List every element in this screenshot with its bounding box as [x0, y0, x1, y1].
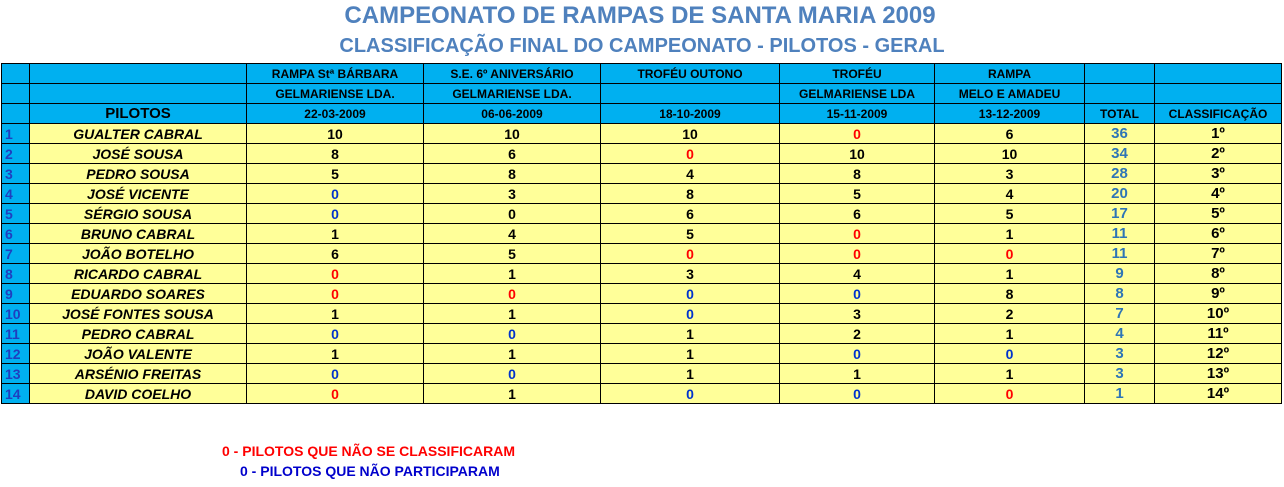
event-score: 0 [424, 284, 601, 304]
classification-position: 2º [1155, 144, 1282, 164]
event-score: 4 [780, 264, 935, 284]
rank-number: 5 [2, 204, 30, 224]
table-row [2, 284, 1282, 304]
table-row [2, 304, 1282, 324]
event-score: 8 [424, 164, 601, 184]
total-points: 4 [1085, 324, 1155, 344]
event-score: 8 [935, 284, 1085, 304]
event-score: 0 [780, 384, 935, 404]
header-blank [1155, 84, 1282, 104]
header-blank [30, 64, 247, 84]
event-score: 0 [780, 224, 935, 244]
event-score: 6 [935, 124, 1085, 144]
total-points: 28 [1085, 164, 1155, 184]
table-row [2, 164, 1282, 184]
table-row [2, 344, 1282, 364]
classification-position: 8º [1155, 264, 1282, 284]
event-score: 8 [780, 164, 935, 184]
classification-position: 1º [1155, 124, 1282, 144]
event-score: 3 [424, 184, 601, 204]
event-name-1: RAMPA Stª BÁRBARA [247, 64, 424, 84]
event-score: 0 [247, 364, 424, 384]
total-points: 3 [1085, 364, 1155, 384]
event-score: 2 [935, 304, 1085, 324]
event-date-3: 18-10-2009 [601, 104, 780, 124]
classification-position: 14º [1155, 384, 1282, 404]
event-name-4: TROFÉU [780, 64, 935, 84]
classification-header: CLASSIFICAÇÃO [1155, 104, 1282, 124]
classification-position: 9º [1155, 284, 1282, 304]
event-date-5: 13-12-2009 [935, 104, 1085, 124]
header-row-events [2, 64, 1282, 84]
table-row [2, 244, 1282, 264]
classification-position: 6º [1155, 224, 1282, 244]
total-points: 11 [1085, 224, 1155, 244]
event-score: 0 [424, 204, 601, 224]
event-name-2: S.E. 6º ANIVERSÁRIO [424, 64, 601, 84]
pilot-name: JOÃO BOTELHO [30, 244, 247, 264]
event-sponsor-2: GELMARIENSE LDA. [424, 84, 601, 104]
header-row-dates [2, 104, 1282, 124]
pilot-name: EDUARDO SOARES [30, 284, 247, 304]
event-score: 0 [601, 304, 780, 324]
rank-number: 9 [2, 284, 30, 304]
event-score: 1 [424, 304, 601, 324]
total-points: 3 [1085, 344, 1155, 364]
total-points: 17 [1085, 204, 1155, 224]
rank-number: 14 [2, 384, 30, 404]
event-score: 0 [601, 384, 780, 404]
pilot-name: JOSÉ SOUSA [30, 144, 247, 164]
header-blank [2, 84, 30, 104]
event-score: 0 [780, 284, 935, 304]
event-score: 6 [601, 204, 780, 224]
table-row [2, 144, 1282, 164]
event-date-1: 22-03-2009 [247, 104, 424, 124]
classification-position: 10º [1155, 304, 1282, 324]
table-row [2, 384, 1282, 404]
event-name-5: RAMPA [935, 64, 1085, 84]
event-score: 3 [780, 304, 935, 324]
event-score: 2 [780, 324, 935, 344]
event-score: 3 [601, 264, 780, 284]
rank-number: 1 [2, 124, 30, 144]
event-name-3: TROFÉU OUTONO [601, 64, 780, 84]
event-score: 1 [935, 364, 1085, 384]
pilot-name: JOÃO VALENTE [30, 344, 247, 364]
event-score: 4 [935, 184, 1085, 204]
event-score: 0 [424, 364, 601, 384]
event-score: 1 [935, 324, 1085, 344]
classification-position: 13º [1155, 364, 1282, 384]
event-score: 10 [935, 144, 1085, 164]
total-points: 7 [1085, 304, 1155, 324]
event-score: 1 [935, 264, 1085, 284]
event-score: 1 [424, 264, 601, 284]
event-score: 6 [247, 244, 424, 264]
rank-number: 2 [2, 144, 30, 164]
classification-position: 5º [1155, 204, 1282, 224]
rank-number: 3 [2, 164, 30, 184]
event-score: 10 [601, 124, 780, 144]
event-score: 10 [247, 124, 424, 144]
pilot-name: JOSÉ VICENTE [30, 184, 247, 204]
event-score: 1 [780, 364, 935, 384]
event-score: 0 [780, 344, 935, 364]
table-row [2, 224, 1282, 244]
event-score: 10 [780, 144, 935, 164]
total-points: 11 [1085, 244, 1155, 264]
header-blank [2, 104, 30, 124]
rank-number: 7 [2, 244, 30, 264]
classification-position: 7º [1155, 244, 1282, 264]
event-score: 0 [601, 244, 780, 264]
event-sponsor-1: GELMARIENSE LDA. [247, 84, 424, 104]
table-row [2, 204, 1282, 224]
classification-position: 11º [1155, 324, 1282, 344]
header-blank [2, 64, 30, 84]
page-title: CAMPEONATO DE RAMPAS DE SANTA MARIA 2009 [344, 2, 936, 29]
event-score: 6 [780, 204, 935, 224]
rank-number: 13 [2, 364, 30, 384]
event-score: 5 [247, 164, 424, 184]
event-score: 1 [247, 344, 424, 364]
page-subtitle: CLASSIFICAÇÃO FINAL DO CAMPEONATO - PILOTOS - GERAL [339, 35, 945, 57]
classification-position: 4º [1155, 184, 1282, 204]
header-row-sponsors [2, 84, 1282, 104]
table-row [2, 264, 1282, 284]
event-sponsor-4: GELMARIENSE LDA [780, 84, 935, 104]
event-score: 0 [601, 284, 780, 304]
event-score: 0 [424, 324, 601, 344]
legend-not-participated: 0 - PILOTOS QUE NÃO PARTICIPARAM [240, 463, 500, 479]
pilot-name: JOSÉ FONTES SOUSA [30, 304, 247, 324]
event-score: 1 [424, 384, 601, 404]
event-score: 10 [424, 124, 601, 144]
event-score: 1 [424, 344, 601, 364]
rank-number: 6 [2, 224, 30, 244]
pilots-header: PILOTOS [30, 104, 247, 124]
event-score: 5 [601, 224, 780, 244]
classification-position: 12º [1155, 344, 1282, 364]
event-score: 1 [601, 324, 780, 344]
event-sponsor-3 [601, 84, 780, 104]
total-points: 34 [1085, 144, 1155, 164]
total-header: TOTAL [1085, 104, 1155, 124]
pilot-name: DAVID COELHO [30, 384, 247, 404]
header-blank [30, 84, 247, 104]
event-score: 5 [780, 184, 935, 204]
event-score: 0 [247, 384, 424, 404]
event-score: 5 [935, 204, 1085, 224]
pilot-name: PEDRO CABRAL [30, 324, 247, 344]
event-score: 1 [601, 344, 780, 364]
pilot-name: SÉRGIO SOUSA [30, 204, 247, 224]
legend-not-classified: 0 - PILOTOS QUE NÃO SE CLASSIFICARAM [222, 443, 515, 459]
rank-number: 12 [2, 344, 30, 364]
total-points: 8 [1085, 284, 1155, 304]
pilot-name: BRUNO CABRAL [30, 224, 247, 244]
event-score: 5 [424, 244, 601, 264]
event-score: 3 [935, 164, 1085, 184]
event-score: 0 [935, 384, 1085, 404]
pilot-name: GUALTER CABRAL [30, 124, 247, 144]
event-score: 0 [935, 244, 1085, 264]
event-score: 1 [247, 224, 424, 244]
event-score: 0 [247, 184, 424, 204]
event-score: 0 [247, 264, 424, 284]
rank-number: 8 [2, 264, 30, 284]
standings-table [1, 63, 1282, 404]
event-score: 1 [247, 304, 424, 324]
header-blank [1085, 84, 1155, 104]
total-points: 36 [1085, 124, 1155, 144]
rank-number: 10 [2, 304, 30, 324]
event-score: 0 [247, 324, 424, 344]
event-score: 0 [780, 244, 935, 264]
event-score: 0 [935, 344, 1085, 364]
event-score: 1 [601, 364, 780, 384]
total-points: 20 [1085, 184, 1155, 204]
rank-number: 4 [2, 184, 30, 204]
classification-position: 3º [1155, 164, 1282, 184]
event-score: 8 [601, 184, 780, 204]
table-row [2, 184, 1282, 204]
event-score: 0 [247, 284, 424, 304]
total-points: 1 [1085, 384, 1155, 404]
total-points: 9 [1085, 264, 1155, 284]
table-row [2, 364, 1282, 384]
event-sponsor-5: MELO E AMADEU [935, 84, 1085, 104]
pilot-name: RICARDO CABRAL [30, 264, 247, 284]
event-score: 8 [247, 144, 424, 164]
event-date-2: 06-06-2009 [424, 104, 601, 124]
event-score: 4 [424, 224, 601, 244]
event-score: 6 [424, 144, 601, 164]
event-score: 0 [780, 124, 935, 144]
event-date-4: 15-11-2009 [780, 104, 935, 124]
rank-number: 11 [2, 324, 30, 344]
pilot-name: ARSÉNIO FREITAS [30, 364, 247, 384]
table-row [2, 124, 1282, 144]
pilot-name: PEDRO SOUSA [30, 164, 247, 184]
event-score: 0 [601, 144, 780, 164]
header-blank [1085, 64, 1155, 84]
event-score: 1 [935, 224, 1085, 244]
event-score: 0 [247, 204, 424, 224]
event-score: 4 [601, 164, 780, 184]
table-row [2, 324, 1282, 344]
header-blank [1155, 64, 1282, 84]
